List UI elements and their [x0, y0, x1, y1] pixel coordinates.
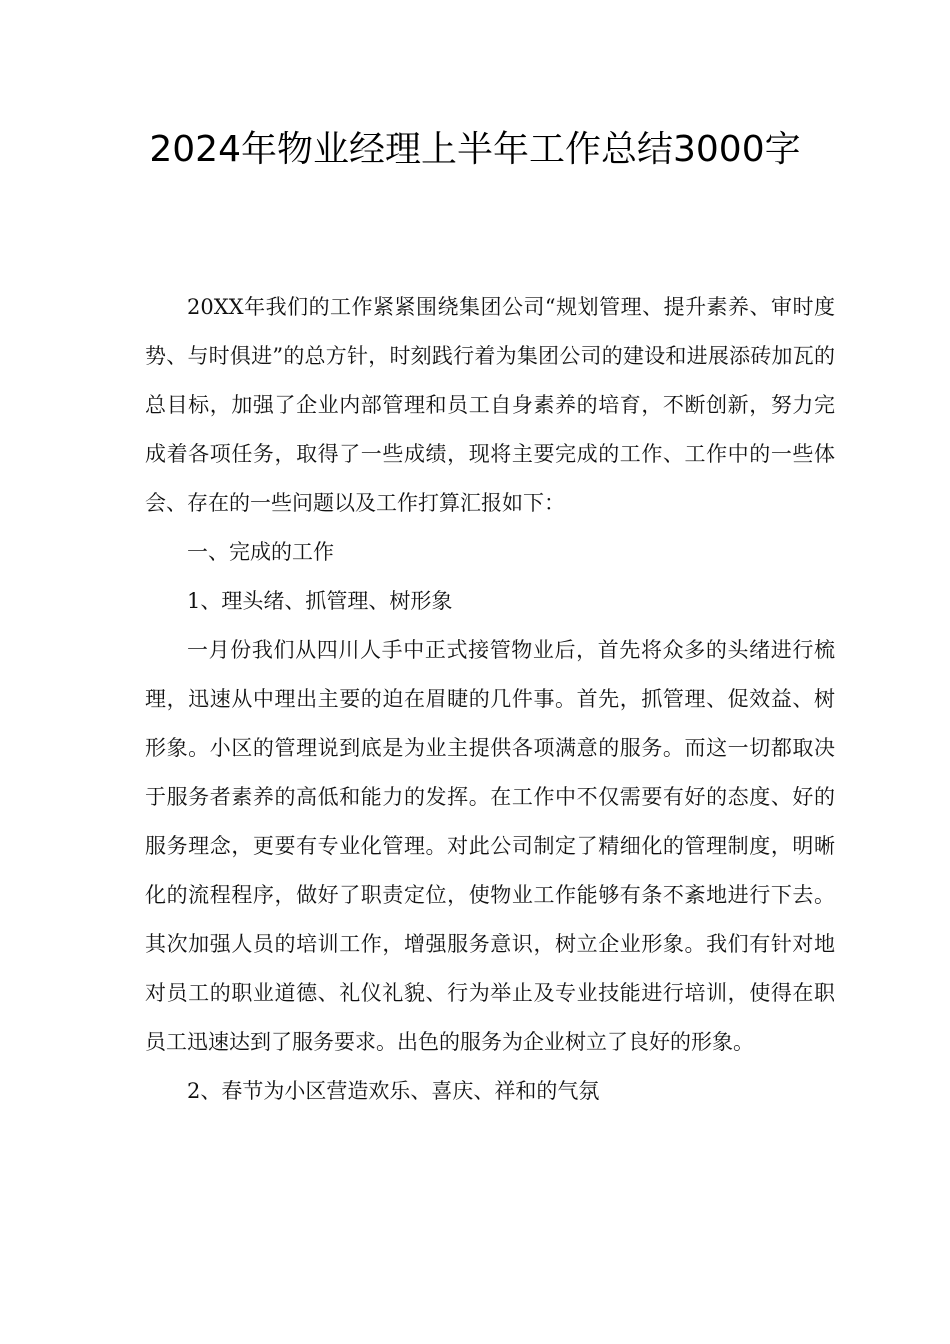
document-title: 2024年物业经理上半年工作总结3000字 — [149, 129, 801, 170]
document-body — [145, 283, 835, 1116]
intro-paragraph: 20XX年我们的工作紧紧围绕集团公司“规划管理、提升素养、审时度势、与时俱进”的总方针，时刻践行着为集团公司的建设和进展添砖加瓦的总目标，加强了企业内部管理和员工自身素养的培育，不断创新，努力完成着各项任务，取得了一些成绩，现将主要完成的工作、工作中的一些体会、存在的一些问题以及工作打算汇报如下： — [145, 295, 835, 515]
subsection-heading: 2、春节为小区营造欢乐、喜庆、祥和的气氛 — [187, 1079, 600, 1103]
section-heading: 一、完成的工作 — [187, 540, 334, 564]
subsection-heading: 1、理头绪、抓管理、树形象 — [187, 589, 453, 613]
body-paragraph: 一月份我们从四川人手中正式接管物业后，首先将众多的头绪进行梳理，迅速从中理出主要的迫在眉睫的几件事。首先，抓管理、促效益、树形象。小区的管理说到底是为业主提供各项满意的服务。而这一切都取决于服务者素养的高低和能力的发挥。在工作中不仅需要有好的态度、好的服务理念，更要有专业化管理。对此公司制定了精细化的管理制度，明晰化的流程程序，做好了职责定位，使物业工作能够有条不紊地进行下去。其次加强人员的培训工作，增强服务意识，树立企业形象。我们有针对地对员工的职业道德、礼仪礼貌、行为举止及专业技能进行培训，使得在职员工迅速达到了服务要求。出色的服务为企业树立了良好的形象。 — [145, 638, 835, 1054]
